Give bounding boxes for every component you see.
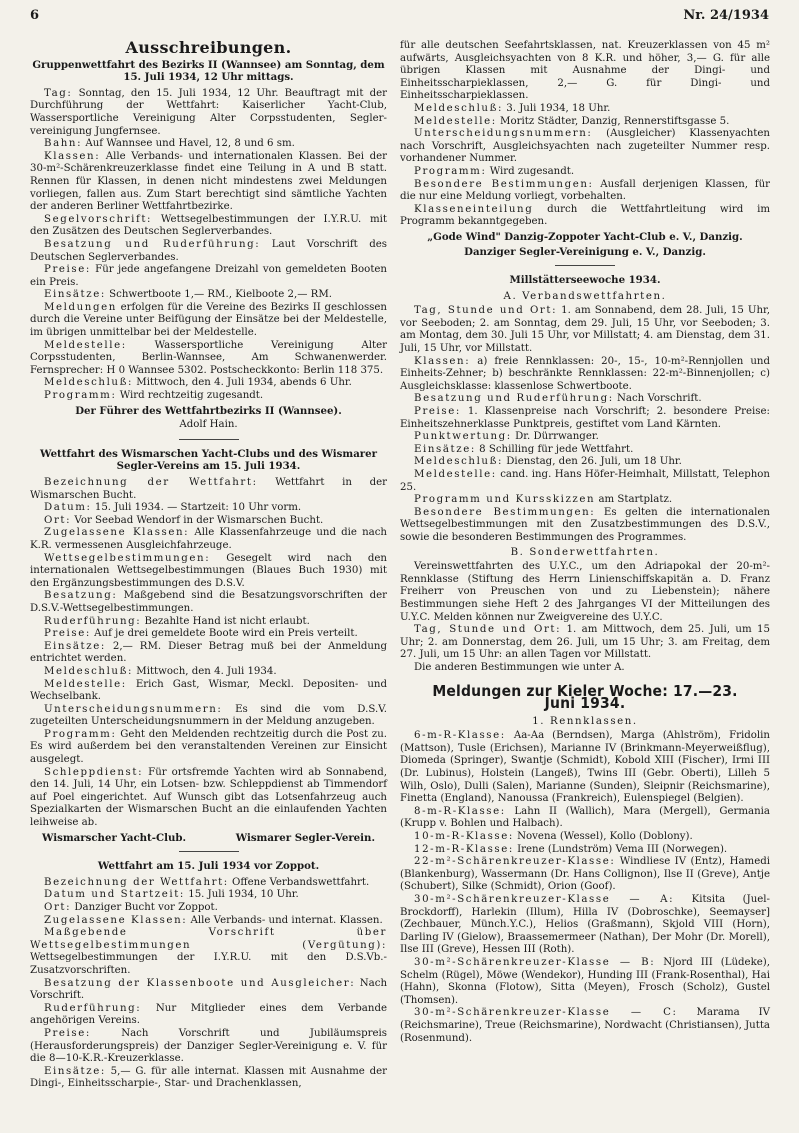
article-signer: Der Führer des Wettfahrtbezirks II (Wannsee). [75, 404, 342, 417]
paragraph [400, 305, 770, 355]
paragraph-text: Nach Vorschrift. [613, 393, 702, 405]
paragraph-text: 1. am Sonnabend, dem 28. Juli, 15 Uhr, vor Seeboden; 2. am Sonntag, dem 29. Juli, 15 Uhr, vor Seeboden; 3. am Montag, dem 30. Juli 15 Uhr, vor Millstatt; 4. am Dienstag, dem 31. Juli, 15 Uhr, vor Millstatt. [400, 305, 770, 355]
paragraph [30, 889, 387, 902]
subheading-a: A. Verbandswettfahrten. [503, 290, 667, 302]
paragraph-key: Meldeschluß: [414, 102, 504, 114]
paragraph [30, 978, 387, 1003]
paragraph-key: 30-m²-Schärenkreuzer-Klasse — C: [414, 1007, 678, 1019]
kieler-woche-entries [400, 730, 770, 1045]
paragraph-key: Programm: [44, 390, 117, 402]
paragraph [30, 289, 387, 302]
sonder-paragraph: Vereinswettfahrten des U.Y.C., um den Adriapokal der 20-m²-Rennklasse (Stiftung des Herrn Linienschiffskapitän a. D. Franz Freiherr von Preuschen von und zu Liebenstein); nähere Bestimmungen siehe Heft 2 des Jahrganges VI der Mitteilungen des U.Y.C. Melden können nur Zweigvereine des U.Y.C. [400, 561, 770, 623]
paragraph-text: 5,— G. für alle internat. Klassen mit Ausnahme der Dingi-, Einheitsscharpie-, Star- und Drachenklassen, [30, 1065, 387, 1090]
paragraph [400, 624, 770, 662]
paragraph-key: Meldeschluß: [414, 456, 504, 468]
article-body-wismar [30, 477, 387, 830]
signer-segler-verein: Wismarer Segler-Verein. [235, 831, 375, 844]
paragraph-text: Offene Verbandswettfahrt. [228, 876, 370, 888]
paragraph [30, 151, 387, 214]
paragraph [400, 393, 770, 406]
paragraph-key: Tag: [44, 87, 73, 99]
paragraph-text: Nur Mitglieder eines dem Verbande angehörigen Vereins. [30, 1002, 387, 1027]
paragraph-text: Wassersportliche Vereinigung Alter Corpsstudenten, Berlin-Wannsee, Am Schwanenwerder. Fernsprecher: H 0 Wannsee 5302. Postscheckkonto: Berlin 118 375. [30, 339, 387, 376]
paragraph-key: Besatzung und Ruderführung: [414, 393, 614, 405]
paragraph [400, 1007, 770, 1045]
divider [555, 265, 615, 266]
paragraph-text: Vor Seebad Wendorf in der Wismarschen Bucht. [71, 514, 324, 526]
paragraph-key: Tag, Stunde und Ort: [414, 305, 558, 317]
paragraph [400, 469, 770, 494]
kieler-woche-heading: Meldungen zur Kieler Woche: 17.—23. Juni 1934. [432, 681, 738, 713]
paragraph [30, 628, 387, 641]
paragraph-text: Bezahlte Hand ist nicht erlaubt. [141, 615, 310, 627]
paragraph [400, 179, 770, 204]
paragraph-text: Für ortsfremde Yachten wird ab Sonnabend, den 14. Juli, 14 Uhr, ein Lotsen- bzw. Schleppdienst ab Timmendorf auf Poel eingerichtet. Auf Wunsch gibt das Lotsenfahrzeug auch Spezialkarten der Wismarschen Bucht an die einlaufenden Yachten leihweise ab. [30, 766, 387, 829]
paragraph [30, 616, 387, 629]
paragraph-key: Maßgebende Vorschrift über Wettsegelbestimmungen (Vergütung): [30, 927, 387, 951]
paragraph-text: Njord III (Lüdeke), Schelm (Rügel), Möwe (Wendekor), Hunding III (Frank-Rosenthal), Hai (Hahn), Skonna (Flotow), Sitta (Meyen), Frosch (Scholz), Gustel (Thomsen). [400, 956, 770, 1006]
paragraph-text: Es gelten die internationalen Wettsegelbestimmungen mit den Zusatzbestimmungen des D.S.V., sowie die besonderen Bestimmungen des Programmes. [400, 506, 770, 543]
article-heading-wannsee: Gruppenwettfahrt des Bezirks II (Wannsee) am Sonntag, dem 15. Juli 1934, 12 Uhr mittags. [32, 58, 385, 84]
paragraph-text: Marama IV (Reichsmarine), Treue (Reichsmarine), Nordwacht (Christiansen), Jutta (Rosenmund). [400, 1007, 770, 1044]
paragraph [30, 340, 387, 378]
paragraph [30, 527, 387, 552]
paragraph-text: Wettsegelbestimmungen der I.Y.R.U. mit den Zusätzen des Deutschen Seglerverbandes. [30, 213, 387, 238]
paragraph [30, 902, 387, 915]
paragraph [30, 729, 387, 767]
paragraph [30, 877, 387, 890]
paragraph-text: Erich Gast, Wismar, Meckl. Depositen- und Wechselbank. [30, 678, 387, 703]
paragraph [400, 456, 770, 469]
paragraph [400, 431, 770, 444]
paragraph-text: Dienstag, den 26. Juli, um 18 Uhr. [503, 456, 682, 468]
paragraph-text: Moritz Städter, Danzig, Rennerstiftsgasse 5. [496, 115, 730, 127]
paragraph [30, 214, 387, 239]
paragraph-key: Klasseneinteilung [414, 203, 534, 215]
paragraph-key: Preise: [414, 406, 461, 418]
paragraph-text: erfolgen für die Vereine des Bezirks II geschlossen durch die Vereine unter Beifügung der Einsätze bei der Meldestelle, im übrigen unmittelbar bei der Meldestelle. [30, 301, 387, 339]
paragraph [30, 1028, 387, 1066]
paragraph-key: Bahn: [44, 138, 83, 150]
paragraph [30, 502, 387, 515]
paragraph-key: Einsätze: [44, 640, 106, 652]
paragraph-key: Besondere Bestimmungen: [414, 178, 594, 190]
paragraph-text: Ausfall derjenigen Klassen, für die nur eine Meldung vorliegt, vorbehalten. [400, 178, 770, 203]
paragraph-key: 8-m-R-Klasse: [414, 805, 506, 817]
article-body-zoppot-cont [400, 103, 770, 229]
paragraph-text: Wettsegelbestimmungen der I.Y.R.U. mit den D.S.Vb.-Zusatzvorschriften. [30, 952, 387, 976]
divider [179, 439, 239, 440]
paragraph-key: 12-m-R-Klasse: [414, 843, 514, 855]
paragraph-key: Zugelassene Klassen: [44, 527, 190, 539]
paragraph-text: Irene (Lundström) Vema III (Norwegen). [513, 843, 728, 855]
paragraph [400, 356, 770, 394]
paragraph [30, 679, 387, 704]
paragraph-key: Preise: [44, 264, 91, 276]
paragraph-key: Ort: [44, 514, 72, 526]
paragraph-text: Nach Vorschrift. [30, 977, 387, 1002]
paragraph-text: Windliese IV (Entz), Hamedi (Blankenburg), Wassermann (Dr. Hans Collignon), Ilse II (Greve), Antje (Schubert), Silke (Schmidt), Orion (Goof). [400, 856, 770, 893]
paragraph [30, 704, 387, 729]
paragraph-text: Schwertboote 1,— RM., Kielboote 2,— RM. [105, 289, 332, 301]
paragraph-text: am Startplatz. [595, 494, 673, 506]
paragraph-key: Einsätze: [44, 289, 106, 301]
paragraph-key: 30-m²-Schärenkreuzer-Klasse — A: [414, 894, 675, 905]
paragraph-key: Datum und Startzeit: [44, 889, 185, 901]
paragraph [30, 641, 387, 666]
paragraph-text: Mittwoch, den 4. Juli 1934, abends 6 Uhr. [133, 377, 352, 389]
paragraph-key: Meldestelle: [44, 339, 127, 351]
paragraph-key: Ort: [44, 902, 72, 913]
paragraph-key: Besatzung und Ruderführung: [44, 238, 261, 250]
paragraph-text: Mittwoch, den 4. Juli 1934. [133, 665, 277, 677]
article-heading-millstatt: Millstätterseewoche 1934. [509, 274, 661, 287]
paragraph [30, 239, 387, 264]
paragraph [30, 88, 387, 138]
article-body-millstatt-a [400, 305, 770, 544]
paragraph-key: Zugelassene Klassen: [44, 914, 188, 926]
paragraph-key: Meldestelle: [414, 469, 497, 480]
paragraph-text: (Ausgleicher) Klassenyachten nach Vorschrift, Ausgleichsyachten nach zugeteilter Nummer resp. vorhandener Nummer. [400, 128, 770, 165]
paragraph-text: 2,— RM. Dieser Betrag muß bei der Anmeldung entrichtet werden. [30, 640, 387, 665]
paragraph-text: Auf je drei gemeldete Boote wird ein Preis verteilt. [90, 628, 358, 640]
paragraph-text: Für jede angefangene Dreizahl von gemeldeten Booten ein Preis. [30, 264, 387, 288]
paragraph [30, 1003, 387, 1028]
paragraph-text: Maßgebend sind die Besatzungsvorschriften der D.S.V.-Wettsegelbestimmungen. [30, 590, 387, 614]
paragraph-text: Alle Verbands- und internationalen Klassen. Bei der 30-m²-Schärenkreuzerklasse findet eine Teilung in A und B statt. Rennen für Klassen, in denen nicht mindestens zwei Meldungen vorliegen, fallen aus. Zum Start berechtigt sind sämtliche Yachten der anderen Berliner Wettfahrtbezirke. [30, 150, 387, 213]
paragraph-text: Wettfahrt in der Wismarschen Bucht. [30, 477, 387, 501]
paragraph-key: 22-m²-Schärenkreuzer-Klasse: [414, 856, 616, 868]
paragraph [400, 856, 770, 894]
subheading-rennklassen: 1. Rennklassen. [532, 715, 638, 727]
paragraph [30, 302, 387, 340]
paragraph-text: Auf Wannsee und Havel, 12, 8 und 6 sm. [82, 138, 295, 150]
paragraph [30, 767, 387, 830]
paragraph-text: durch die Wettfahrtleitung wird im Programm bekanntgegeben. [400, 203, 770, 228]
paragraph-text: Kitsita (Juel-Brockdorff), Harlekin (Illum), Hilla IV (Dobroschke), Seemayser] (Zechbauer, Münch.Y.C.), Helios (Graßmann), Skjold VIII (Horn), Darling IV (Gielow), Braassemermeer (Nathan), Der Mohr (Dr. Morell), Ilse III (Greve), Hessen III (Roth). [400, 894, 770, 956]
paragraph-key: Klassen: [414, 355, 471, 367]
paragraph-text: cand. ing. Hans Höfer-Heimhalt, Millstatt, Telephon 25. [400, 469, 770, 493]
paragraph-text: Danziger Bucht vor Zoppot. [71, 902, 218, 913]
paragraph-text: 15. Juli 1934, 10 Uhr. [184, 889, 299, 901]
continued-paragraph: für alle deutschen Seefahrtsklassen, nat. Kreuzerklassen von 45 m² aufwärts, Ausgleichsyachten von 8 K.R. und höher, 3,— G. für alle übrigen Klassen mit Ausnahme der Dingi- und Einheitsscharpieklassen, 2,— G. für Dingi- und Einheitsscharpieklassen. [400, 40, 770, 102]
paragraph-text: 8 Schilling für jede Wettfahrt. [475, 443, 634, 455]
paragraph-text: a) freie Rennklassen: 20-, 15-, 10-m²-Rennjollen und Einheits-Zehner; b) beschränkte Rennklassen: 22-m²-Binnenjollen; c) Ausgleichsklasse: klassenlose Schwertboote. [400, 355, 770, 392]
article-signers-wismar [30, 832, 387, 845]
paragraph-key: Unterscheidungsnummern: [414, 128, 593, 140]
paragraph-key: Meldeschluß: [44, 377, 134, 389]
paragraph-key: Meldestelle: [414, 115, 497, 127]
paragraph [400, 831, 770, 844]
divider [179, 851, 239, 852]
paragraph-text: 1. am Mittwoch, dem 25. Juli, um 15 Uhr; 2. am Donnerstag, dem 26. Juli, um 15 Uhr; 3. am Freitag, dem 27. Juli, um 15 Uhr: an allen Tagen vor Millstatt. [400, 624, 770, 661]
paragraph-text: 3. Juli 1934, 18 Uhr. [503, 102, 611, 114]
paragraph-key: Einsätze: [44, 1065, 106, 1077]
paragraph [30, 590, 387, 615]
paragraph [400, 806, 770, 831]
paragraph [400, 444, 770, 457]
paragraph-text: Gesegelt wird nach den internationalen Wettsegelbestimmungen (Blaues Buch 1930) mit den Ergänzungsbestimmungen des D.S.V. [30, 552, 387, 589]
article-heading-wismar: Wettfahrt des Wismarschen Yacht-Clubs und des Wismarer Segler-Vereins am 15. Juli 1934. [39, 447, 378, 473]
paragraph [400, 730, 770, 806]
paragraph-text: Es sind die vom D.S.V. zugeteilten Unterscheidungsnummern in der Meldung anzugeben. [30, 703, 387, 728]
paragraph [400, 894, 770, 957]
paragraph-key: Preise: [44, 1027, 91, 1039]
paragraph-text: Novena (Wessel), Kollo (Doblony). [513, 831, 693, 843]
article-body-millstatt-b [400, 624, 770, 662]
paragraph-text: 1. Klassenpreise nach Vorschrift; 2. besondere Preise: Einheitszehnerklasse Punktpreis, gestiftet vom Land Kärnten. [400, 406, 770, 430]
paragraph [30, 927, 387, 977]
issue-number: Nr. 24/1934 [683, 8, 769, 23]
paragraph-key: Wettsegelbestimmungen: [44, 552, 211, 564]
paragraph-text: Wird rechtzeitig zugesandt. [116, 390, 264, 402]
paragraph-key: 10-m-R-Klasse: [414, 831, 514, 843]
left-column [30, 38, 387, 1091]
paragraph-text: Sonntag, den 15. Juli 1934, 12 Uhr. Beauftragt mit der Durchführung der Wettfahrt: Kaiserlicher Yacht-Club, Wassersportliche Vereinigung Alter Corpsstudenten, Segler-vereinigung Jungfernsee. [30, 87, 387, 137]
section-title: Ausschreibungen. [125, 38, 292, 57]
paragraph-text: 15. Juli 1934. — Startzeit: 10 Uhr vorm. [91, 502, 302, 514]
paragraph-key: 6-m-R-Klasse: [414, 730, 506, 742]
signer-yacht-club: Wismarscher Yacht-Club. [42, 831, 187, 844]
paragraph [400, 844, 770, 857]
paragraph [30, 666, 387, 679]
paragraph [400, 957, 770, 1007]
article-signer-name: Adolf Hain. [179, 419, 238, 431]
paragraph-key: Ruderführung: [44, 615, 142, 627]
paragraph-key: Schleppdienst: [44, 766, 144, 778]
signer-danziger: Danziger Segler-Vereinigung e. V., Danzig. [464, 245, 706, 258]
paragraph-text: Dr. Dürrwanger. [511, 431, 599, 443]
paragraph-key: Besatzung: [44, 590, 118, 602]
paragraph-key: Datum: [44, 502, 92, 514]
paragraph [30, 1066, 387, 1091]
signer-gode-wind: „Gode Wind" Danzig-Zoppoter Yacht-Club e. V., Danzig. [427, 230, 743, 243]
paragraph [30, 138, 387, 151]
paragraph-key: Programm: [414, 165, 487, 177]
paragraph-key: Segelvorschrift: [44, 213, 153, 225]
subheading-b: B. Sonderwettfahrten. [510, 546, 660, 558]
paragraph-key: Ruderführung: [44, 1002, 142, 1014]
paragraph [400, 166, 770, 179]
paragraph-text: Aa-Aa (Berndsen), Marga (Ahlström), Fridolin (Mattson), Tusle (Erichsen), Marianne IV (Brinkmann-Meyerweißflug), Diomeda (Springer), Swantje (Schmidt), Kobold XIII (Fischer), Irmi III (Dr. Lubinus), Holstein (Langeß), Twins III (Gebr. Oberti), Lilleh 5 Wilh, Oslo), Dulli (Salen), Marianne (Sunden), Sleipnir (Reichsmarine), Finetta (England), Nanoussa (Frankreich), Eulenspiegel (Belgien). [400, 730, 770, 805]
paragraph [400, 507, 770, 545]
paragraph-key: Preise: [44, 628, 91, 640]
paragraph [400, 128, 770, 166]
paragraph-key: Punktwertung: [414, 431, 512, 443]
article-heading-zoppot: Wettfahrt am 15. Juli 1934 vor Zoppot. [97, 860, 320, 873]
paragraph-text: Laut Vorschrift des Deutschen Seglerverbandes. [30, 238, 387, 263]
paragraph [30, 477, 387, 502]
paragraph-key: Besatzung der Klassenboote und Ausgleicher: [44, 977, 356, 989]
paragraph-key: Bezeichnung der Wettfahrt: [44, 876, 229, 888]
paragraph [400, 204, 770, 229]
paragraph-text: Nach Vorschrift und Jubiläumspreis (Herausforderungspreis) der Danziger Segler-Vereinigung e. V. für die 8—10-K.R.-Kreuzerklasse. [30, 1027, 387, 1065]
paragraph [30, 515, 387, 528]
paragraph [400, 494, 770, 507]
paragraph-key: Klassen: [44, 150, 101, 162]
article-body-wannsee [30, 88, 387, 403]
paragraph-key: Bezeichnung der Wettfahrt: [44, 477, 258, 488]
paragraph [30, 915, 387, 928]
article-body-zoppot [30, 877, 387, 1091]
paragraph [400, 406, 770, 431]
paragraph-text: Alle Verbands- und internat. Klassen. [187, 914, 383, 926]
right-column [400, 40, 770, 1045]
paragraph [30, 377, 387, 390]
paragraph-text: Wird zugesandt. [486, 165, 575, 177]
paragraph-text: Geht den Meldenden rechtzeitig durch die Post zu. Es wird außerdem bei den veranstaltenden Vereinen zur Einsicht ausgelegt. [30, 728, 387, 766]
paragraph-key: Einsätze: [414, 443, 476, 455]
paragraph-text: Alle Klassenfahrzeuge und die nach K.R. vermessenen Ausgleichfahrzeuge. [30, 527, 387, 551]
paragraph-key: 30-m²-Schärenkreuzer-Klasse — B: [414, 956, 656, 968]
paragraph-key: Meldestelle: [44, 678, 127, 690]
paragraph-key: Meldungen [44, 301, 117, 313]
paragraph-key: Tag, Stunde und Ort: [414, 624, 562, 636]
paragraph [30, 264, 387, 289]
paragraph-key: Besondere Bestimmungen: [414, 506, 596, 518]
page-number: 6 [30, 8, 40, 23]
paragraph-key: Programm und Kursskizzen [414, 494, 596, 506]
paragraph [30, 390, 387, 403]
paragraph-key: Programm: [44, 728, 117, 740]
closing-paragraph: Die anderen Bestimmungen wie unter A. [414, 661, 625, 673]
paragraph [30, 553, 387, 591]
paragraph-key: Unterscheidungsnummern: [44, 703, 223, 715]
paragraph [400, 103, 770, 116]
paragraph-key: Meldeschluß: [44, 665, 134, 677]
paragraph [400, 116, 770, 129]
paragraph-text: Lahn II (Wallich), Mara (Mergell), Germania (Krupp v. Bohlen und Halbach). [400, 805, 770, 830]
